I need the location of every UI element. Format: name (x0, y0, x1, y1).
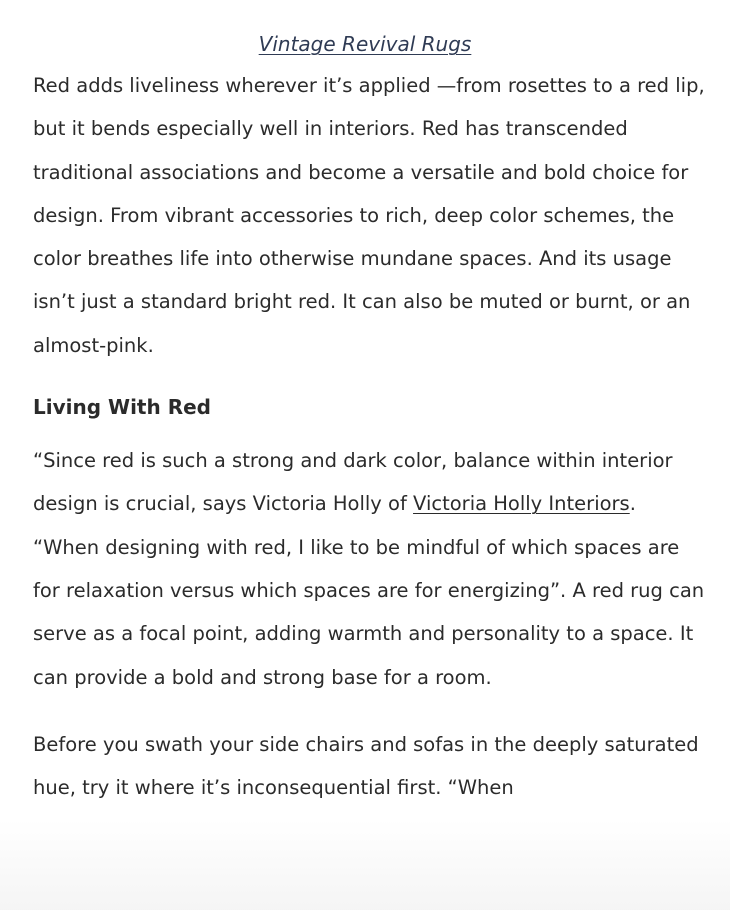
intro-paragraph: Red adds liveliness wherever it’s applied —from rosettes to a red lip, but it bends especially well in interiors. Red has transcended traditional associations and become a versatile and bold choice for design. From vibrant accessories to rich, deep color schemes, the color breathes life into otherwise mundane spaces. And its usage isn’t just a standard bright red. It can also be muted or burnt, or an almost-pink. (33, 74, 705, 357)
victoria-holly-interiors-link[interactable]: Victoria Holly Interiors (413, 492, 630, 516)
paragraph-spacer (33, 699, 708, 723)
quote-text-before-link: “Since red is such a strong and dark color, balance within interior design is crucial, says Victoria Holly of (33, 449, 673, 516)
quote-text-after-link: . “When designing with red, I like to be mindful of which spaces are for relaxation versus which spaces are for energizing”. A red rug can serve as a focal point, adding warmth and personality to a space. It can provide a bold and strong base for a room. (33, 492, 705, 689)
last-paragraph: Before you swath your side chairs and sofas in the deeply saturated hue, try it where it’s inconsequential first. “When (33, 732, 699, 800)
bottom-fade-overlay (0, 820, 730, 910)
section-heading: Living With Red (33, 395, 211, 420)
quote-paragraph (33, 439, 708, 699)
image-caption (33, 24, 708, 64)
article-body (33, 24, 708, 809)
caption-link-vintage-revival-rugs[interactable]: Vintage Revival Rugs (258, 32, 472, 56)
